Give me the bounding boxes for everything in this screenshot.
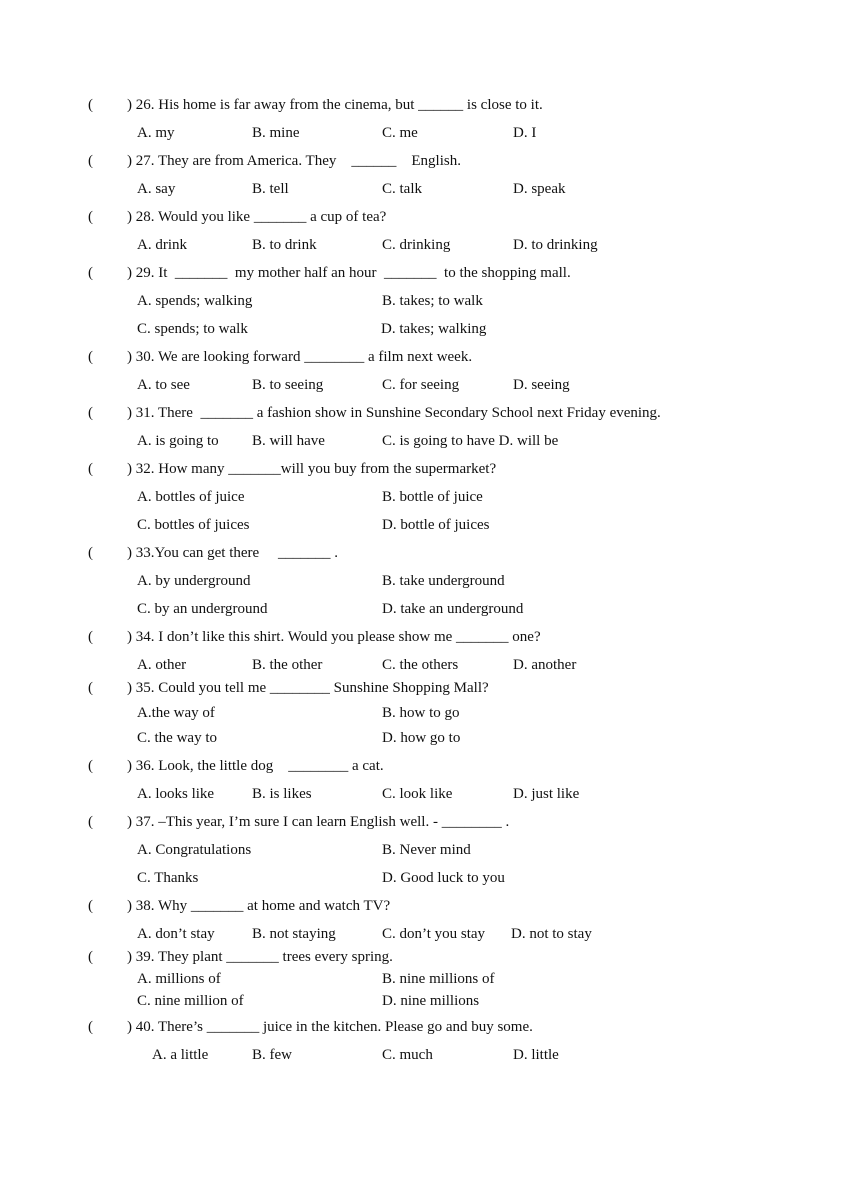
option-c: C. bottles of juices (137, 517, 250, 533)
answer-paren: ( (88, 265, 93, 281)
option-c: C. much (382, 1047, 433, 1063)
option-b: B. tell (252, 181, 289, 197)
option-d: D. takes; walking (381, 321, 487, 337)
answer-paren: ( (88, 209, 93, 225)
option-d: D. to drinking (513, 237, 598, 253)
option-d: D. Good luck to you (382, 870, 505, 886)
answer-paren: ( (88, 461, 93, 477)
option-b: B. take underground (382, 573, 505, 589)
option-b: B. takes; to walk (382, 293, 483, 309)
option-a: A. say (137, 181, 176, 197)
answer-paren: ( (88, 814, 93, 830)
option-a: A. spends; walking (137, 293, 253, 309)
option-c: C. for seeing (382, 377, 460, 393)
option-d: D. speak (513, 181, 566, 197)
answer-paren: ( (88, 949, 93, 965)
option-c: C. drinking (382, 237, 451, 253)
option-a: A. don’t stay (137, 926, 215, 942)
option-c: C. the way to (137, 730, 217, 746)
option-a: A. looks like (137, 786, 215, 802)
question-stem: ) 38. Why _______ at home and watch TV? (127, 898, 391, 914)
question-stem: ) 36. Look, the little dog ________ a cat. (127, 758, 384, 774)
option-a: A. to see (137, 377, 190, 393)
answer-paren: ( (88, 97, 93, 113)
question-stem: ) 28. Would you like _______ a cup of tea? (127, 209, 387, 225)
question-stem: ) 33.You can get there _______ . (127, 545, 338, 561)
option-d: D. how go to (382, 730, 461, 746)
question-stem: ) 27. They are from America. They ______ English. (127, 153, 461, 169)
answer-paren: ( (88, 680, 93, 696)
question-stem: ) 35. Could you tell me ________ Sunshine Shopping Mall? (127, 680, 489, 696)
option-b: B. is likes (252, 786, 312, 802)
option-b: B. bottle of juice (382, 489, 483, 505)
option-c: C. talk (382, 181, 422, 197)
option-a: A. a little (152, 1047, 209, 1063)
option-d: D. seeing (513, 377, 570, 393)
option-c: C. by an underground (137, 601, 268, 617)
option-a: A. Congratulations (137, 842, 252, 858)
option-c: C. nine million of (137, 993, 244, 1009)
answer-paren: ( (88, 405, 93, 421)
option-a: A. by underground (137, 573, 251, 589)
option-b: B. the other (252, 657, 323, 673)
question-stem: ) 31. There _______ a fashion show in Sunshine Secondary School next Friday evening. (127, 405, 661, 421)
option-d: D. bottle of juices (382, 517, 490, 533)
option-d: D. take an underground (382, 601, 524, 617)
question-stem: ) 39. They plant _______ trees every spring. (127, 949, 393, 965)
option-a: A. is going to (137, 433, 219, 449)
option-d: D. not to stay (511, 926, 592, 942)
option-a: A. other (137, 657, 187, 673)
option-c: C. spends; to walk (137, 321, 248, 337)
option-b: B. few (252, 1047, 292, 1063)
option-b: B. how to go (382, 705, 460, 721)
answer-paren: ( (88, 898, 93, 914)
question-stem: ) 26. His home is far away from the cinema, but ______ is close to it. (127, 97, 543, 113)
option-d: D. I (513, 125, 537, 141)
option-b: B. nine millions of (382, 971, 495, 987)
question-stem: ) 34. I don’t like this shirt. Would you please show me _______ one? (127, 629, 541, 645)
option-a: A.the way of (137, 705, 215, 721)
option-c: C. don’t you stay (382, 926, 486, 942)
option-b: B. not staying (252, 926, 336, 942)
question-stem: ) 32. How many _______will you buy from the supermarket? (127, 461, 497, 477)
option-a: A. millions of (137, 971, 221, 987)
option-d: D. just like (513, 786, 580, 802)
option-c: C. the others (382, 657, 459, 673)
option-c: C. me (382, 125, 418, 141)
option-b: B. to seeing (252, 377, 324, 393)
question-stem: ) 29. It _______ my mother half an hour _______ to the shopping mall. (127, 265, 571, 281)
option-c-d: C. is going to have D. will be (382, 433, 559, 449)
option-a: A. bottles of juice (137, 489, 245, 505)
question-stem: ) 30. We are looking forward ________ a film next week. (127, 349, 473, 365)
option-b: B. mine (252, 125, 300, 141)
option-d: D. little (513, 1047, 559, 1063)
answer-paren: ( (88, 1019, 93, 1035)
option-a: A. my (137, 125, 175, 141)
answer-paren: ( (88, 545, 93, 561)
option-b: B. will have (252, 433, 325, 449)
option-b: B. to drink (252, 237, 317, 253)
answer-paren: ( (88, 629, 93, 645)
question-stem: ) 37. –This year, I’m sure I can learn English well. - ________ . (127, 814, 510, 830)
answer-paren: ( (88, 349, 93, 365)
option-c: C. Thanks (137, 870, 199, 886)
option-c: C. look like (382, 786, 453, 802)
question-stem: ) 40. There’s _______ juice in the kitchen. Please go and buy some. (127, 1019, 533, 1035)
answer-paren: ( (88, 758, 93, 774)
option-a: A. drink (137, 237, 187, 253)
answer-paren: ( (88, 153, 93, 169)
option-d: D. nine millions (382, 993, 480, 1009)
option-d: D. another (513, 657, 577, 673)
option-b: B. Never mind (382, 842, 471, 858)
